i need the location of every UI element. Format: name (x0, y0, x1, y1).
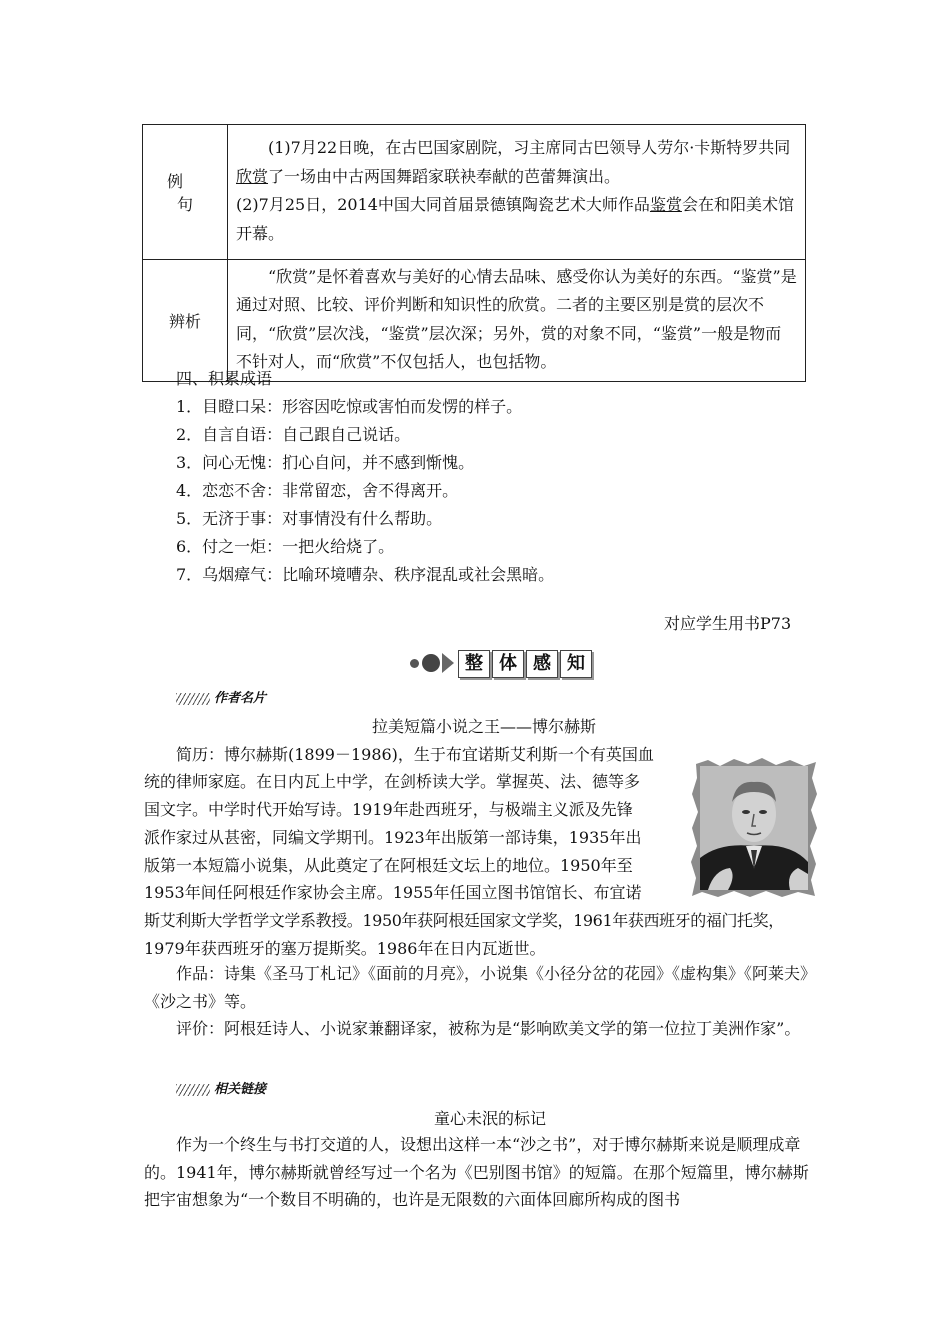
idiom-item: 2．自言自语：自己跟自己说话。 (176, 425, 411, 444)
section-title-char: 感 (526, 650, 558, 678)
author-portrait (690, 758, 818, 898)
example-label: 例 句 (166, 172, 240, 214)
author-title: 拉美短篇小说之王——博尔赫斯 (372, 717, 597, 736)
bio-line: 派作家过从甚密，同编文学期刊。1923年出版第一部诗集，1935年出 (144, 828, 642, 847)
section-header (410, 650, 610, 676)
related-text: 作为一个终生与书打交道的人，设想出这样一本“沙之书”，对于博尔赫斯来说是顺理成章的。1941年，博尔赫斯就曾经写过一个名为《巴别图书馆》的短篇。在那个短篇里，博尔赫斯把宇宙想象为“一个数目不明确的，也许是无限数的六面体回廊所构成的图书 (144, 1135, 809, 1209)
idiom-item: 6．付之一炬：一把火给烧了。 (176, 537, 395, 556)
bio-line: 统的律师家庭。在日内瓦上中学，在剑桥读大学。掌握英、法、德等多 (144, 772, 641, 791)
idioms-heading: 四、积累成语 (176, 369, 273, 388)
dot-large-icon (422, 654, 440, 672)
idiom-item: 5．无济于事：对事情没有什么帮助。 (176, 509, 443, 528)
example-label-cell (143, 125, 240, 260)
bio-line: 版第一本短篇小说集，从此奠定了在阿根廷文坛上的地位。1950年至 (144, 856, 633, 875)
table-row-examples (143, 125, 806, 260)
related-badge (176, 1081, 266, 1099)
idiom-item: 4．恋恋不舍：非常留恋，舍不得离开。 (176, 481, 459, 500)
dot-small-icon (410, 659, 419, 668)
table-row-analysis (143, 260, 806, 382)
related-badge-label: 相关链接 (214, 1082, 267, 1097)
page-reference: 对应学生用书P73 (664, 614, 792, 633)
bio-line: 斯艾利斯大学哲学文学系教授。1950年获阿根廷国家文学奖，1961年获西班牙的福门托奖， (144, 911, 784, 930)
example-2-keyword: 鉴赏 (649, 195, 682, 214)
idiom-item: 3．问心无愧：扪心自问，并不感到惭愧。 (176, 453, 475, 472)
bio-line: 国文字。中学时代开始写诗。1919年赴西班牙，与极端主义派及先锋 (144, 800, 633, 819)
stripes-icon (176, 1084, 210, 1096)
author-works: 作品：诗集《圣马丁札记》《面前的月亮》，小说集《小径分岔的花园》《虚构集》《阿莱夫》《沙之书》等。 (144, 964, 809, 1011)
bio-line: 简历：博尔赫斯(1899－1986)，生于布宜诺斯艾利斯一个有英国血 (176, 745, 654, 764)
example-1-text: (1)7月22日晚，在古巴国家剧院，习主席同古巴领导人劳尔·卡斯特罗共同 (268, 138, 791, 157)
idiom-item: 7．乌烟瘴气：比喻环境嘈杂、秩序混乱或社会黑暗。 (176, 565, 555, 584)
example-sentence-2 (236, 191, 797, 248)
analysis-text: “欣赏”是怀着喜欢与美好的心情去品味、感受你认为美好的东西。“鉴赏”是通过对照、比较、评价判断和知识性的欣赏。二者的主要区别是赏的层次不同，“欣赏”层次浅，“鉴赏”层次深；另外，赏的对象不同，“鉴赏”一般是物而不针对人，而“欣赏”不仅包括人，也包括物。 (236, 266, 797, 371)
example-2-text: (2)7月25日，2014中国大同首届景德镇陶瓷艺术大师作品 (236, 195, 650, 214)
stripes-icon (176, 693, 210, 705)
section-title-char: 知 (560, 650, 592, 678)
analysis-label-cell (143, 260, 228, 382)
example-content-cell (228, 125, 806, 260)
section-title-char: 整 (458, 650, 490, 678)
section-title (458, 650, 592, 676)
bio-line: 1953年间任阿根廷作家协会主席。1955年任国立图书馆馆长、布宜诺 (144, 883, 642, 902)
example-sentence-1 (236, 134, 797, 191)
analysis-content-cell (228, 260, 806, 382)
bio-line: 1979年获西班牙的塞万提斯奖。1986年在日内瓦逝世。 (144, 939, 546, 958)
author-evaluation: 评价：阿根廷诗人、小说家兼翻译家，被称为是“影响欧美文学的第一位拉丁美洲作家”。 (176, 1019, 801, 1038)
example-1-text-end: 了一场由中古两国舞蹈家联袂奉献的芭蕾舞演出。 (268, 166, 621, 186)
idiom-item: 1．目瞪口呆：形容因吃惊或害怕而发愣的样子。 (176, 397, 523, 416)
arrow-right-icon (442, 653, 454, 673)
vocab-comparison-table (142, 124, 806, 382)
related-title: 童心未泯的标记 (434, 1109, 547, 1128)
author-badge (176, 690, 266, 708)
author-badge-label: 作者名片 (214, 691, 267, 706)
example-1-keyword: 欣赏 (236, 166, 269, 186)
example-2-text-end: 会在和阳美术馆开幕。 (236, 195, 794, 243)
analysis-label: 辨析 (168, 312, 201, 331)
section-title-char: 体 (492, 650, 524, 678)
